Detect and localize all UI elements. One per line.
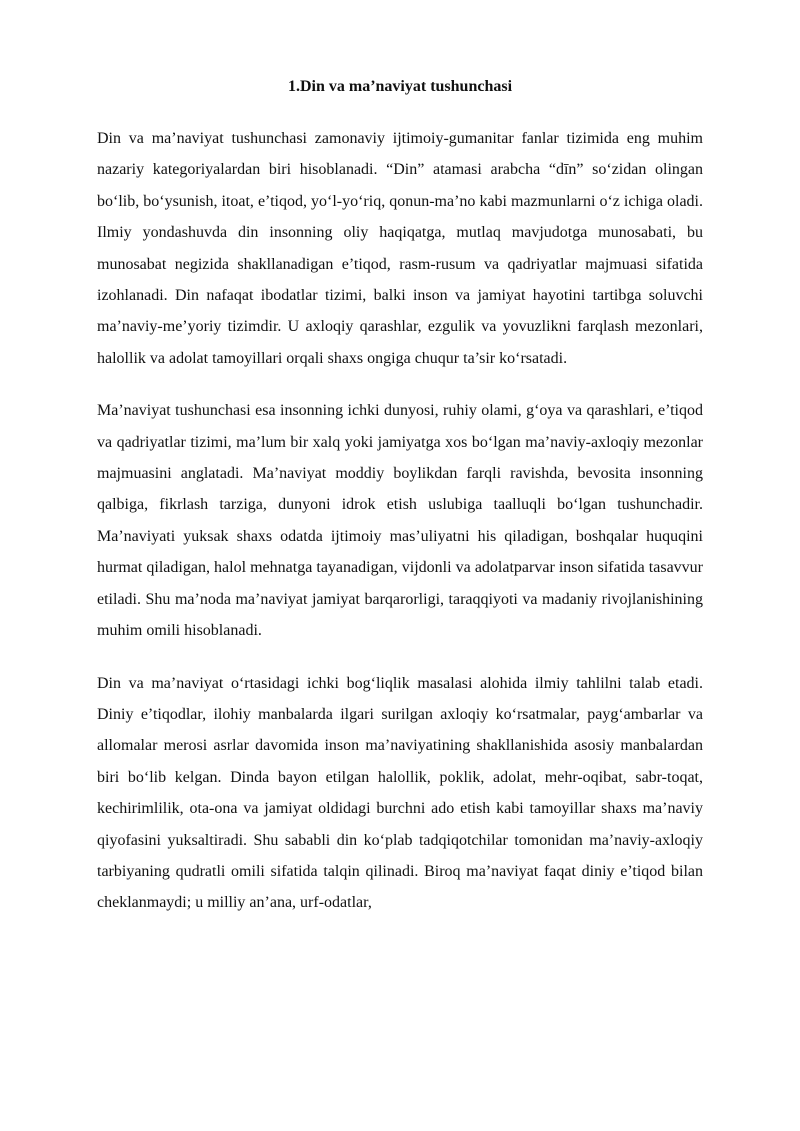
paragraph-2: Ma’naviyat tushunchasi esa insonning ichki dunyosi, ruhiy olami, g‘oya va qarashlari, e’tiqod va qadriyatlar tizimi, ma’lum bir xalq yoki jamiyatga xos bo‘lgan ma’naviy-axloqiy mezonlar majmuasini anglatadi. Ma’naviyat moddiy boylikdan farqli ravishda, bevosita insonning qalbiga, fikrlash tarziga, dunyoni idrok etish uslubiga taalluqli bo‘lgan tushunchadir. Ma’naviyati yuksak shaxs odatda ijtimoiy mas’uliyatni his qiladigan, boshqalar huquqini hurmat qiladigan, halol mehnatga tayanadigan, vijdonli va adolatparvar inson sifatida tasavvur etiladi. Shu ma’noda ma’naviyat jamiyat barqarorligi, taraqqiyoti va madaniy rivojlanishining muhim omili hisoblanadi. <box>97 402 703 640</box>
paragraph-1: Din va ma’naviyat tushunchasi zamonaviy ijtimoiy-gumanitar fanlar tizimida eng muhim nazariy kategoriyalardan biri hisoblanadi. “Din” atamasi arabcha “dīn” so‘zidan olingan bo‘lib, bo‘ysunish, itoat, e’tiqod, yo‘l-yo‘riq, qonun-ma’no kabi mazmunlarni o‘z ichiga oladi. Ilmiy yondashuvda din insonning oliy haqiqatga, mutlaq mavjudotga munosabati, bu munosabat negizida shakllanadigan e’tiqod, rasm-rusum va qadriyatlar majmuasi sifatida izohlanadi. Din nafaqat ibodatlar tizimi, balki inson va jamiyat hayotini tartibga soluvchi ma’naviy-me’yoriy tizimdir. U axloqiy qarashlar, ezgulik va yovuzlikni farqlash mezonlari, halollik va adolat tamoyillari orqali shaxs ongiga chuqur ta’sir ko‘rsatadi. <box>97 130 703 367</box>
paragraph-3: Din va ma’naviyat o‘rtasidagi ichki bog‘liqlik masalasi alohida ilmiy tahlilni talab etadi. Diniy e’tiqodlar, ilohiy manbalarda ilgari surilgan axloqiy ko‘rsatmalar, payg‘ambarlar va allomalar merosi asrlar davomida inson ma’naviyatining shakllanishida asosiy manbalardan biri bo‘lib kelgan. Dinda bayon etilgan halollik, poklik, adolat, mehr-oqibat, sabr-toqat, kechirimlilik, ota-ona va jamiyat oldidagi burchni ado etish kabi tamoyillar shaxs ma’naviy qiyofasini yuksaltiradi. Shu sababli din ko‘plab tadqiqotchilar tomonidan ma’naviy-axloqiy tarbiyaning qudratli omili sifatida talqin qilinadi. Biroq ma’naviyat faqat diniy e’tiqod bilan cheklanmaydi; u milliy an’ana, urf-odatlar, <box>97 674 703 912</box>
section-title: 1.Din va ma’naviyat tushunchasi <box>287 78 513 95</box>
